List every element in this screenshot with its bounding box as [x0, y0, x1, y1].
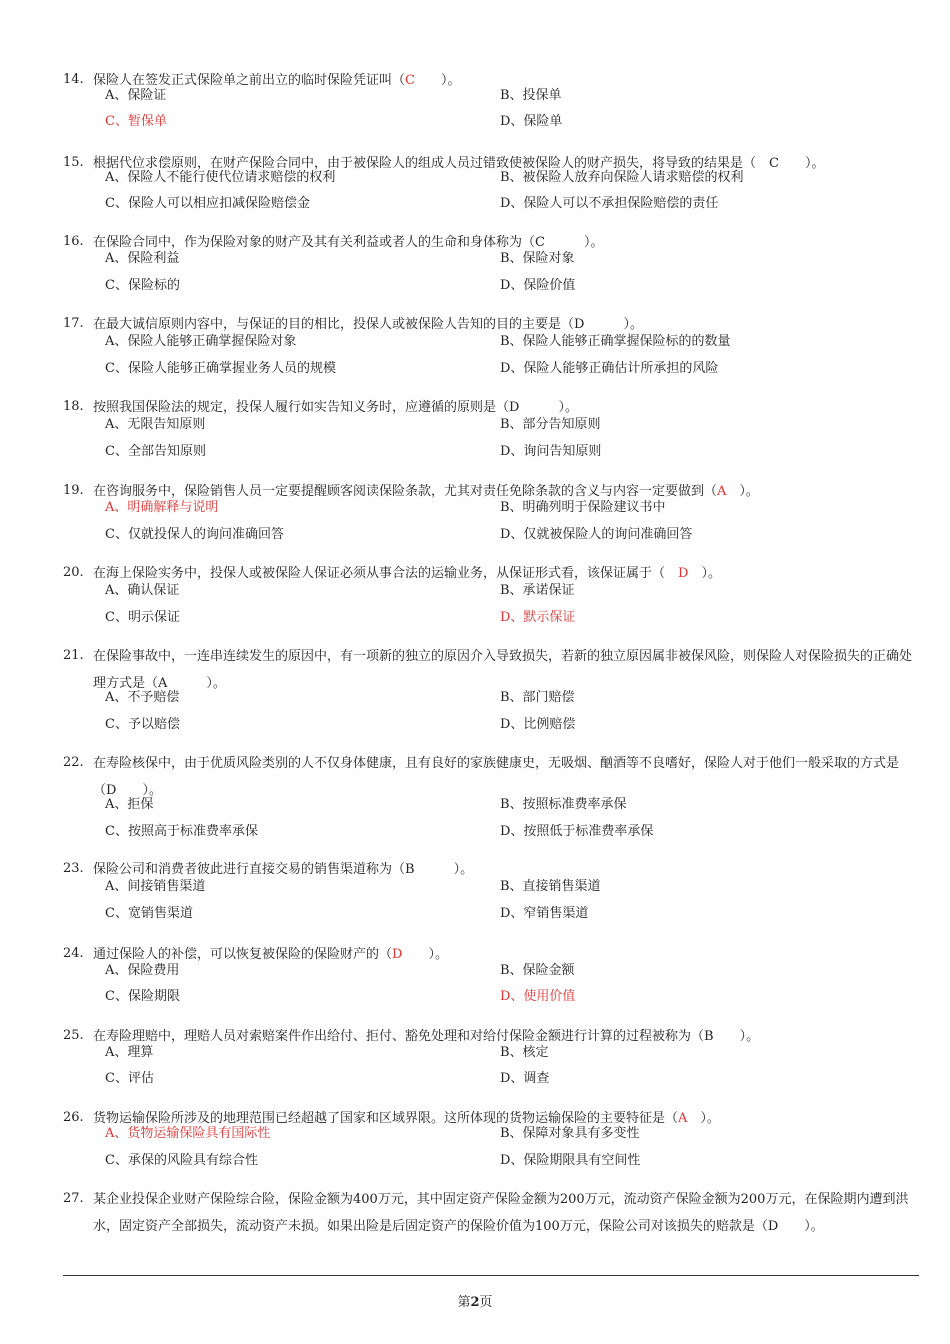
option-d: D、按照低于标准费率承保 [500, 824, 654, 839]
option-c: C、保险标的 [105, 278, 180, 293]
answer-letter: C [405, 73, 415, 88]
question-number: 17. [63, 316, 84, 331]
answer-letter: D [574, 317, 585, 332]
option-c: C、宽销售渠道 [105, 906, 193, 921]
question-text: 根据代位求偿原则，在财产保险合同中，由于被保险人的组成人员过错致使被保险人的财产损失，将导致的结果是（ [93, 156, 770, 171]
option-a: A、不予赔偿 [105, 690, 180, 705]
question-text: 在咨询服务中，保险销售人员一定要提醒顾客阅读保险条款，尤其对责任免除条款的含义与内容一定要做到（ [93, 484, 718, 499]
option-c: C、保险人可以相应扣减保险赔偿金 [105, 196, 310, 211]
question-text: 保险人在签发正式保险单之前出立的临时保险凭证叫（ [93, 73, 406, 88]
question-number: 15. [63, 155, 84, 170]
option-d: D、保险单 [500, 114, 563, 129]
option-b: B、保障对象具有多变性 [500, 1126, 640, 1141]
answer-letter: A [678, 1111, 688, 1126]
option-a: A、保险费用 [105, 963, 180, 978]
answer-letter: A [717, 484, 727, 499]
question-number: 19. [63, 483, 84, 498]
question-number: 16. [63, 234, 84, 249]
question-stem [93, 1186, 923, 1240]
option-b: B、部分告知原则 [500, 417, 601, 432]
option-b: B、被保险人放弃向保险人请求赔偿的权利 [500, 170, 744, 185]
question-number: 25. [63, 1028, 84, 1043]
question-text-end: ）。 [584, 317, 643, 332]
answer-letter: B [405, 862, 415, 877]
question-text-end: ）。 [519, 400, 578, 415]
question-number: 18. [63, 399, 84, 414]
answer-letter: A [158, 676, 168, 691]
question-number: 26. [63, 1110, 84, 1125]
question-number: 14. [63, 72, 84, 87]
question-text: 按照我国保险法的规定，投保人履行如实告知义务时，应遵循的原则是（ [93, 400, 510, 415]
option-a: A、拒保 [105, 797, 154, 812]
question-text-end: ）。 [726, 484, 759, 499]
answer-letter: C [535, 235, 545, 250]
option-d: D、保险期限具有空间性 [500, 1153, 641, 1168]
question-number: 22. [63, 755, 84, 770]
option-b: B、保险对象 [500, 251, 575, 266]
option-d: D、调查 [500, 1071, 550, 1086]
question-text: 某企业投保企业财产保险综合险，保险金额为400万元，其中固定资产保险金额为200万元，流动资产保险金额为200万元，在保险期内遭到洪水，固定资产全部损失，流动资产未损。如果出险是后固定资产的保险价值为100万元，保险公司对该损失的赔款是（ [93, 1192, 909, 1234]
option-b: B、直接销售渠道 [500, 879, 601, 894]
option-a: A、保险利益 [105, 251, 180, 266]
option-b: B、明确列明于保险建议书中 [500, 500, 666, 515]
question-text: 在寿险理赔中，理赔人员对索赔案件作出给付、拒付、豁免处理和对给付保险金额进行计算的过程被称为（ [93, 1029, 705, 1044]
question-text-end: ）。 [414, 73, 461, 88]
answer-letter: D [767, 1219, 779, 1234]
option-d: D、仅就被保险人的询问准确回答 [500, 527, 693, 542]
option-c: C、明示保证 [105, 610, 180, 625]
option-d: D、窄销售渠道 [500, 906, 589, 921]
question-text-end: ）。 [713, 1029, 760, 1044]
question-text-end: ）。 [544, 235, 604, 250]
question-text-end: ）。 [688, 566, 721, 581]
answer-letter: D [106, 783, 117, 798]
option-b: B、核定 [500, 1045, 549, 1060]
option-d: D、保险价值 [500, 278, 576, 293]
option-d: D、保险人可以不承担保险赔偿的责任 [500, 196, 719, 211]
option-c: C、按照高于标准费率承保 [105, 824, 258, 839]
question-text-end: ）。 [687, 1111, 720, 1126]
answer-letter: D [678, 566, 689, 581]
option-b: B、按照标准费率承保 [500, 797, 627, 812]
question-text: 在海上保险实务中，投保人或被保险人保证必须从事合法的运输业务，从保证形式看，该保证属于（ [93, 566, 679, 581]
option-a: A、保险人能够正确掌握保险对象 [105, 334, 297, 349]
page-number: 第2页 [457, 1295, 493, 1310]
question-number: 23. [63, 861, 84, 876]
question-text-end: ）。 [167, 676, 226, 691]
option-b: B、保险人能够正确掌握保险标的的数量 [500, 334, 731, 349]
option-b: B、部门赔偿 [500, 690, 575, 705]
question-text-end: ）。 [402, 947, 448, 962]
question-text-end: ）。 [778, 1219, 824, 1234]
question-text: 在最大诚信原则内容中，与保证的目的相比，投保人或被保险人告知的目的主要是（ [93, 317, 575, 332]
option-a: A、确认保证 [105, 583, 180, 598]
question-text: 在保险合同中，作为保险对象的财产及其有关利益或者人的生命和身体称为（ [93, 235, 536, 250]
question-text: 通过保险人的补偿，可以恢复被保险的保险财产的（ [93, 947, 393, 962]
option-a: A、保险人不能行使代位请求赔偿的权利 [105, 170, 336, 185]
option-c: C、评估 [105, 1071, 154, 1086]
option-c: C、保险人能够正确掌握业务人员的规模 [105, 361, 336, 376]
option-a: A、保险证 [105, 88, 167, 103]
question-text: 在保险事故中，一连串连续发生的原因中，有一项新的独立的原因介入导致损失，若新的独立原因属非被保风险，则保险人对保险损失的正确处理方式是（ [93, 649, 913, 691]
question-number: 20. [63, 565, 84, 580]
option-c: C、予以赔偿 [105, 717, 180, 732]
option-c: C、全部告知原则 [105, 444, 206, 459]
question-number: 27. [63, 1191, 84, 1206]
answer-letter: B [704, 1029, 714, 1044]
question-text-end: ）。 [116, 783, 162, 798]
option-d: D、默示保证 [500, 610, 576, 625]
question-number: 21. [63, 648, 84, 663]
option-c: C、承保的风险具有综合性 [105, 1153, 258, 1168]
footer-divider [63, 1275, 919, 1276]
question-number: 24. [63, 946, 84, 961]
option-a: A、明确解释与说明 [105, 500, 219, 515]
option-d: D、比例赔偿 [500, 717, 576, 732]
answer-letter: D [392, 947, 403, 962]
option-c: C、保险期限 [105, 989, 180, 1004]
option-c: C、仅就投保人的询问准确回答 [105, 527, 284, 542]
question-text: 在寿险核保中，由于优质风险类别的人不仅身体健康，且有良好的家族健康史，无吸烟、酗酒等不良嗜好，保险人对于他们一般采取的方式是（ [93, 756, 900, 798]
answer-letter: D [509, 400, 520, 415]
option-d: D、询问告知原则 [500, 444, 602, 459]
option-a: A、货物运输保险具有国际性 [105, 1126, 271, 1141]
question-text-end: ）。 [414, 862, 474, 877]
question-text-end: ）。 [778, 156, 825, 171]
option-b: B、承诺保证 [500, 583, 575, 598]
question-text: 货物运输保险所涉及的地理范围已经超越了国家和区域界限。这所体现的货物运输保险的主要特征是（ [93, 1111, 679, 1126]
answer-letter: C [769, 156, 779, 171]
option-d: D、保险人能够正确估计所承担的风险 [500, 361, 719, 376]
option-d: D、使用价值 [500, 989, 576, 1004]
option-b: B、投保单 [500, 88, 562, 103]
option-c: C、暂保单 [105, 114, 167, 129]
question-text: 保险公司和消费者彼此进行直接交易的销售渠道称为（ [93, 862, 406, 877]
option-a: A、理算 [105, 1045, 154, 1060]
option-a: A、间接销售渠道 [105, 879, 206, 894]
option-a: A、无限告知原则 [105, 417, 206, 432]
option-b: B、保险金额 [500, 963, 575, 978]
